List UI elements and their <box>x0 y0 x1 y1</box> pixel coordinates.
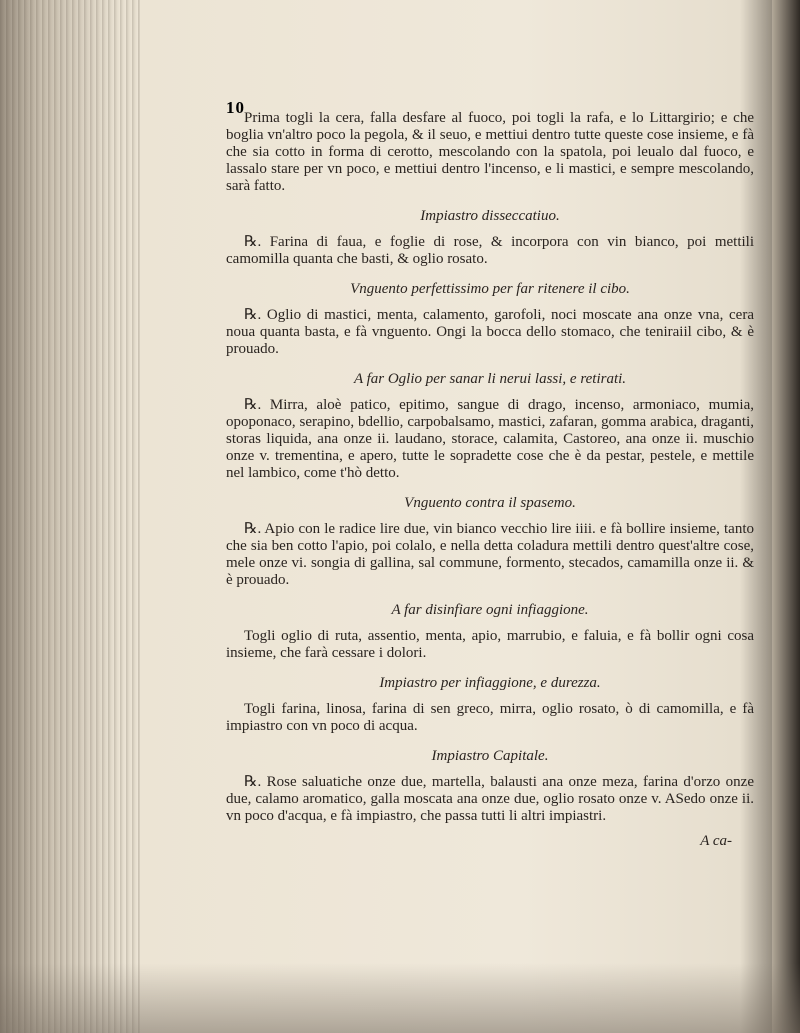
section-heading: Vnguento contra il spasemo. <box>404 495 576 511</box>
section-heading: Impiastro disseccatiuo. <box>420 208 560 224</box>
catchword: A ca- <box>700 833 732 849</box>
section-heading: A far Oglio per sanar li nerui lassi, e retirati. <box>353 371 627 387</box>
paragraph: ℞. Mirra, aloè patico, epitimo, sangue di drago, incenso, armoniaco, mumia, opoponaco, serapino, bdellio, carpobalsamo, mastici, zafaran, gomma arabica, draganti, storas liquida, ana onze ii. laudano, storace, calamita, Castoreo, ana onze ii. muschio onze v. trementina, e apero, tutte le sopradette cose che è da pestar, pestele, e mettile nel lambico, come t'hò detto. <box>226 397 754 481</box>
page-shadow <box>0 963 800 1033</box>
paragraph: Togli oglio di ruta, assentio, menta, apio, marrubio, e faluia, e fà bollir ogni cosa insieme, che farà cessare i dolori. <box>226 628 754 661</box>
page-number: 10 <box>226 98 245 117</box>
page-edge <box>772 0 800 1033</box>
paragraph: Togli farina, linosa, farina di sen greco, mirra, oglio rosato, ò di camomilla, e fà impiastro con vn poco di acqua. <box>226 701 754 734</box>
paragraph: ℞. Farina di faua, e foglie di rose, & incorpora con vin bianco, poi mettili camomilla quanta che basti, & oglio rosato. <box>226 234 754 267</box>
page-text <box>226 98 754 850</box>
section-heading: Vnguento perfettissimo per far ritenere il cibo. <box>350 281 630 297</box>
section-heading: A far disinfiare ogni infiaggione. <box>391 602 589 618</box>
book-binding <box>0 0 140 1033</box>
paragraph: ℞. Rose saluatiche onze due, martella, balausti ana onze meza, farina d'orzo onze due, calamo aromatico, galla moscata ana onze due, oglio rosato onze v. ASedo onze ii. vn poco d'acqua, e fà impiastro, che passa tutti li altri impiastri. <box>226 774 754 824</box>
section-heading: Impiastro Capitale. <box>431 748 549 764</box>
paragraph: Prima togli la cera, falla desfare al fuoco, poi togli la rafa, e lo Littargirio; e che boglia vn'altro poco la pegola, & il seuo, e mettiui dentro tutte queste cose insieme, e fà che sia cotto in forma di cerotto, mescolando con la spatola, poi leualo dal fuoco, e lassalo stare per vn poco, e mettiui dentro l'incenso, e li mastici, e sempre mescolando, sarà fatto. <box>226 110 754 194</box>
paragraph: ℞. Oglio di mastici, menta, calamento, garofoli, noci moscate ana onze vna, cera noua quanta basta, e fà vnguento. Ongi la bocca dello stomaco, che teniraiil cibo, & è prouado. <box>226 307 754 357</box>
section-heading: Impiastro per infiaggione, e durezza. <box>379 675 601 691</box>
paragraph: ℞. Apio con le radice lire due, vin bianco vecchio lire iiii. e fà bollire insieme, tanto che sia ben cotto l'apio, poi colalo, e nella detta coladura mettili dentro quest'altre cose, mele onze vi. songia di gallina, sal commune, formento, stecados, camamilla onze ii. & è prouado. <box>226 521 754 588</box>
